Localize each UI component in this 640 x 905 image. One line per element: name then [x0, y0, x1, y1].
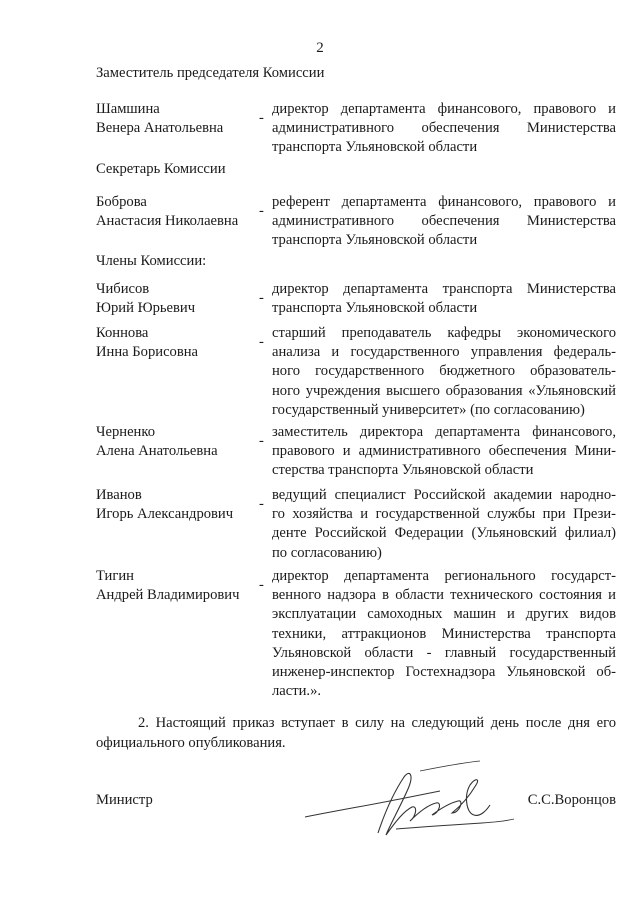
- role-line: инженер-инспектор Гостехнадзора Ульяновской об-: [272, 664, 616, 681]
- role-line: директор департамента регионального государст-: [272, 568, 616, 584]
- entry-name: [96, 280, 256, 318]
- page-number: 2: [316, 40, 324, 56]
- role-line: правового и административного обеспечения Мини-: [272, 443, 616, 460]
- entry-role: [272, 567, 616, 701]
- role-line: ного учреждения высшего образования «Ульяновский: [272, 382, 616, 399]
- given-names: Инна Борисовна: [96, 344, 199, 360]
- surname: Иванов: [96, 487, 142, 503]
- role-line: денте Российской Федерации (Ульяновский филиал): [272, 525, 616, 542]
- role-line: транспорта Ульяновской области: [272, 232, 478, 249]
- signatory-name: С.С.Воронцов: [527, 792, 616, 808]
- secretary-heading: Секретарь Комиссии: [96, 161, 226, 177]
- surname: Коннова: [96, 325, 149, 341]
- role-line: ведущий специалист Российской академии народно-: [272, 487, 616, 503]
- role-line: эксплуатации самоходных машин и других видов: [272, 606, 616, 623]
- role-line: го хозяйства и государственной службы при Прези-: [272, 506, 616, 523]
- role-line: государственный университет» (по согласованию): [272, 401, 585, 418]
- role-line: ласти.».: [272, 683, 322, 700]
- surname: Черненко: [96, 424, 156, 440]
- role-line: Ульяновской области - главный государственный: [272, 644, 616, 661]
- deputy-heading: Заместитель председателя Комиссии: [96, 65, 325, 81]
- entry-name: [96, 100, 256, 138]
- given-names: Игорь Александрович: [96, 506, 234, 522]
- role-line: административного обеспечения Министерства: [272, 213, 616, 230]
- entry-name: [96, 423, 256, 461]
- given-names: Венера Анатольевна: [96, 120, 224, 136]
- role-line: анализа и государственного управления федераль-: [272, 344, 616, 361]
- entry-dash: -: [259, 496, 264, 512]
- entry-dash: -: [259, 110, 264, 126]
- given-names: Анастасия Николаевна: [96, 213, 239, 229]
- entry-role: [272, 280, 616, 318]
- surname: Чибисов: [96, 281, 150, 297]
- entry-role: [272, 423, 616, 481]
- entry-dash: -: [259, 203, 264, 219]
- surname: Боброва: [96, 194, 147, 210]
- entry-dash: -: [259, 290, 264, 306]
- role-line: транспорта Ульяновской области: [272, 139, 478, 156]
- entry-dash: -: [259, 577, 264, 593]
- entry-role: [272, 324, 616, 420]
- role-line: венного надзора в области технического состояния и: [272, 587, 616, 604]
- entry-role: [272, 486, 616, 563]
- entry-name: [96, 567, 256, 605]
- role-line: транспорта Ульяновской области: [272, 300, 478, 317]
- effective-date-paragraph: [96, 713, 616, 753]
- role-line: директор департамента транспорта Министерства: [272, 281, 616, 297]
- entry-name: [96, 193, 256, 231]
- paragraph-line: 2. Настоящий приказ вступает в силу на следующий день после дня его: [138, 715, 616, 731]
- role-line: заместитель директора департамента финансового,: [272, 424, 616, 440]
- given-names: Андрей Владимирович: [96, 587, 240, 603]
- role-line: референт департамента финансового, правового и: [272, 194, 616, 210]
- role-line: старший преподаватель кафедры экономического: [272, 325, 616, 341]
- signatory-position: Министр: [96, 792, 153, 808]
- given-names: Алена Анатольевна: [96, 443, 218, 459]
- role-line: директор департамента финансового, правового и: [272, 101, 616, 117]
- entry-dash: -: [259, 433, 264, 449]
- surname: Шамшина: [96, 101, 160, 117]
- handwritten-signature: [300, 755, 530, 845]
- surname: Тигин: [96, 568, 134, 584]
- role-line: стерства транспорта Ульяновской области: [272, 462, 534, 479]
- entry-role: [272, 100, 616, 158]
- entry-role: [272, 193, 616, 251]
- role-line: административного обеспечения Министерства: [272, 120, 616, 137]
- members-heading: Члены Комиссии:: [96, 253, 207, 269]
- given-names: Юрий Юрьевич: [96, 300, 196, 316]
- role-line: ного государственного бюджетного образователь-: [272, 363, 616, 380]
- entry-dash: -: [259, 334, 264, 350]
- role-line: техники, аттракционов Министерства транспорта: [272, 625, 616, 642]
- role-line: по согласованию): [272, 544, 382, 561]
- entry-name: [96, 486, 256, 524]
- entry-name: [96, 324, 256, 362]
- paragraph-line: официального опубликования.: [96, 735, 286, 751]
